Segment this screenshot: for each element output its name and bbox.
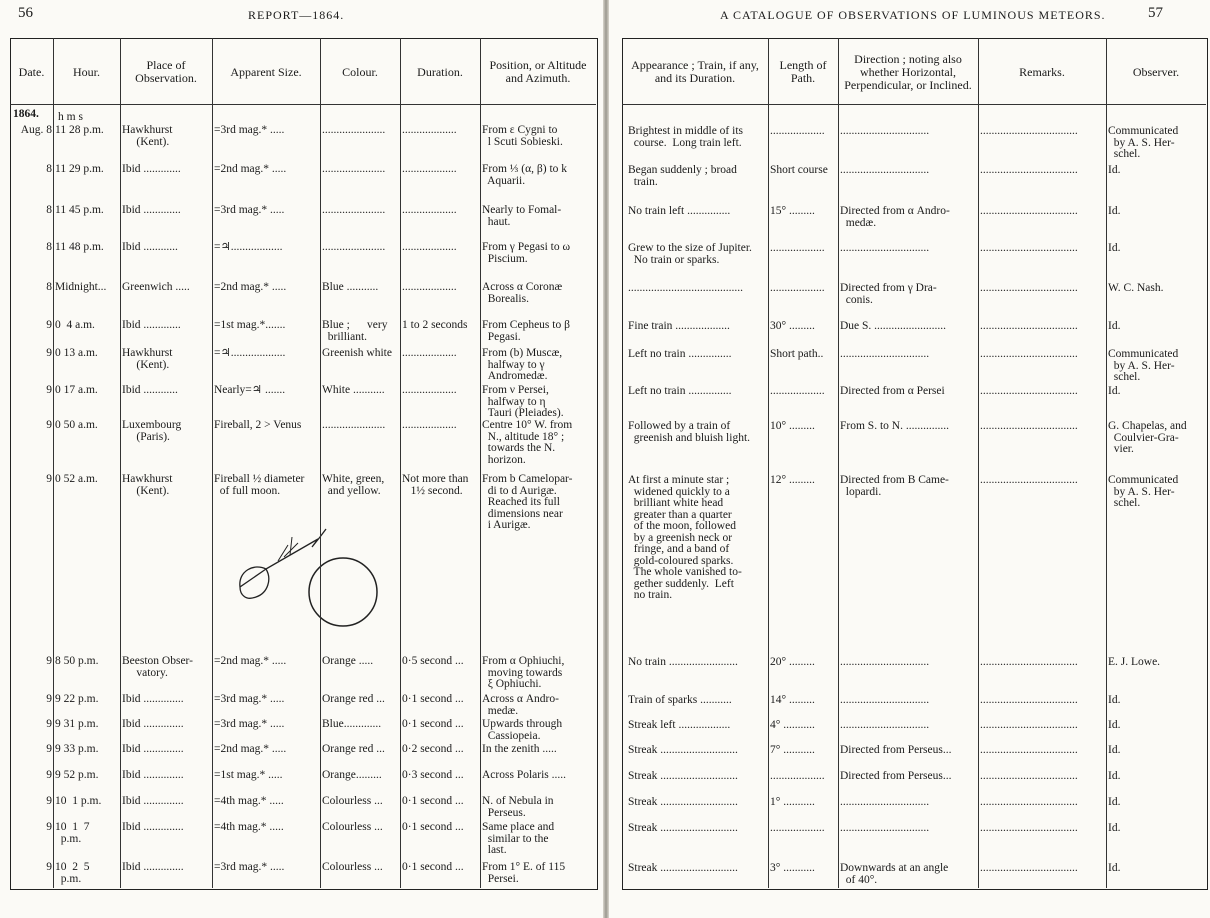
cell-direction: ............................... xyxy=(840,695,930,706)
cell-appearance: Fine train ................... xyxy=(628,321,730,332)
cell-place: Ibid ............ xyxy=(122,242,178,253)
cell-hour: 0 50 a.m. xyxy=(55,420,98,431)
cell-place: Ibid .............. xyxy=(122,862,184,873)
cell-direction: ............................... xyxy=(840,349,930,360)
cell-colour: ...................... xyxy=(322,205,386,216)
cell-appearance: Train of sparks ........... xyxy=(628,695,732,706)
cell-duration: ................... xyxy=(402,420,457,431)
column-rule xyxy=(978,38,979,888)
cell-hour: 0 17 a.m. xyxy=(55,385,98,396)
header-rule xyxy=(10,104,596,105)
cell-duration: ................... xyxy=(402,282,457,293)
cell-place: Ibid ............ xyxy=(122,385,178,396)
cell-date: 9 xyxy=(46,348,52,359)
cell-observer: E. J. Lowe. xyxy=(1108,657,1161,668)
cell-direction: From S. to N. ............... xyxy=(840,421,949,432)
cell-appearance: Began suddenly ; broad train. xyxy=(628,165,737,188)
cell-place: Ibid .............. xyxy=(122,822,184,833)
cell-length: 30° ......... xyxy=(770,321,815,332)
cell-size: Nearly=♃ ....... xyxy=(214,385,286,396)
cell-appearance: At first a minute star ; widened quickly to a brilliant white head greater than a quarter of the moon, followed by a greenish neck or fringe, and a band of gold-coloured sparks. The whole vanished to- gether suddenly. Left no train. xyxy=(628,475,742,601)
column-rule xyxy=(212,38,213,888)
header-length: Length of Path. xyxy=(779,58,827,85)
cell-direction: ............................... xyxy=(840,823,930,834)
cell-length: 14° ......... xyxy=(770,695,815,706)
cell-place: Ibid .............. xyxy=(122,770,184,781)
cell-duration: ................... xyxy=(402,125,457,136)
cell-appearance: Streak left .................. xyxy=(628,720,731,731)
cell-length: 12° ......... xyxy=(770,475,815,486)
header-appearance: Appearance ; Train, if any, and its Duration. xyxy=(631,58,759,85)
cell-observer: Id. xyxy=(1108,863,1121,874)
cell-appearance: ........................................ xyxy=(628,283,743,294)
cell-appearance: Streak ........................... xyxy=(628,745,738,756)
cell-colour: Greenish white xyxy=(322,348,392,359)
cell-place: Hawkhurst (Kent). xyxy=(122,348,173,371)
cell-remarks: .................................. xyxy=(980,126,1078,137)
cell-colour: ...................... xyxy=(322,125,386,136)
page-number: 56 xyxy=(18,5,33,21)
cell-observer: Id. xyxy=(1108,165,1121,176)
cell-date: 9 xyxy=(46,656,52,667)
cell-direction: Directed from α Andro- medæ. xyxy=(840,206,950,229)
header-place: Place of Observation. xyxy=(135,58,197,85)
cell-colour: White ........... xyxy=(322,385,385,396)
cell-date: 8 xyxy=(46,164,52,175)
cell-length: Short course xyxy=(770,165,828,176)
cell-date: 9 xyxy=(46,744,52,755)
cell-length: 20° ......... xyxy=(770,657,815,668)
cell-observer: Communicated by A. S. Her- schel. xyxy=(1108,126,1179,160)
cell-colour: Orange red ... xyxy=(322,694,385,705)
cell-direction: ............................... xyxy=(840,165,930,176)
cell-duration: ................... xyxy=(402,242,457,253)
cell-colour: Orange ..... xyxy=(322,656,374,667)
cell-appearance: Left no train ............... xyxy=(628,349,732,360)
cell-position: From 1° E. of 115 Persei. xyxy=(482,862,566,885)
year-label: 1864. xyxy=(13,109,39,120)
cell-appearance: No train left ............... xyxy=(628,206,731,217)
cell-observer: Id. xyxy=(1108,823,1121,834)
cell-hour: 9 52 p.m. xyxy=(55,770,99,781)
cell-size: Fireball ½ diameter of full moon. xyxy=(214,474,305,497)
cell-duration: 0·1 second ... xyxy=(402,796,464,807)
cell-date: Aug. 8 xyxy=(20,125,52,136)
cell-duration: Not more than 1½ second. xyxy=(402,474,469,497)
cell-position: In the zenith ..... xyxy=(482,744,557,755)
cell-size: =3rd mag.* ..... xyxy=(214,125,285,136)
cell-hour: 9 31 p.m. xyxy=(55,719,99,730)
cell-size: =2nd mag.* ..... xyxy=(214,744,287,755)
cell-position: Nearly to Fomal- haut. xyxy=(482,205,562,228)
cell-duration: ................... xyxy=(402,205,457,216)
cell-position: Across α Andro- medæ. xyxy=(482,694,559,717)
cell-position: Centre 10° W. from N., altitude 18° ; towards the N. horizon. xyxy=(482,420,573,466)
cell-place: Luxembourg (Paris). xyxy=(122,420,182,443)
running-head: A CATALOGUE OF OBSERVATIONS OF LUMINOUS METEORS. xyxy=(720,8,1106,22)
column-rule xyxy=(838,38,839,888)
cell-hour: 9 33 p.m. xyxy=(55,744,99,755)
cell-remarks: .................................. xyxy=(980,695,1078,706)
cell-size: =3rd mag.* ..... xyxy=(214,719,285,730)
cell-observer: Id. xyxy=(1108,771,1121,782)
cell-size: =3rd mag.* ..... xyxy=(214,205,285,216)
cell-date: 9 xyxy=(46,822,52,833)
cell-remarks: .................................. xyxy=(980,321,1078,332)
column-rule xyxy=(1106,38,1107,888)
units-label: h m s xyxy=(58,112,83,123)
cell-size: =4th mag.* ..... xyxy=(214,796,284,807)
cell-date: 9 xyxy=(46,320,52,331)
cell-position: From α Ophiuchi, moving towards ξ Ophiuchi. xyxy=(482,656,565,690)
cell-length: 15° ......... xyxy=(770,206,815,217)
header-rule xyxy=(622,104,1206,105)
cell-hour: 8 50 p.m. xyxy=(55,656,99,667)
cell-position: From (b) Muscæ, halfway to γ Andromedæ. xyxy=(482,348,563,382)
cell-remarks: .................................. xyxy=(980,165,1078,176)
cell-place: Ibid ............. xyxy=(122,205,181,216)
cell-place: Ibid .............. xyxy=(122,744,184,755)
header-position: Position, or Altitude and Azimuth. xyxy=(489,58,587,85)
cell-colour: ...................... xyxy=(322,164,386,175)
cell-size: Fireball, 2 > Venus xyxy=(214,420,302,431)
column-rule xyxy=(400,38,401,888)
cell-hour: 0 52 a.m. xyxy=(55,474,98,485)
cell-date: 9 xyxy=(46,694,52,705)
cell-observer: Id. xyxy=(1108,797,1121,808)
cell-colour: Orange......... xyxy=(322,770,382,781)
cell-size: =2nd mag.* ..... xyxy=(214,282,287,293)
cell-size: =2nd mag.* ..... xyxy=(214,656,287,667)
cell-duration: 0·1 second ... xyxy=(402,694,464,705)
cell-date: 8 xyxy=(46,282,52,293)
cell-appearance: Streak ........................... xyxy=(628,863,738,874)
cell-size: =1st mag.*....... xyxy=(214,320,286,331)
column-rule xyxy=(53,38,54,888)
cell-date: 9 xyxy=(46,474,52,485)
cell-position: Across α Coronæ Borealis. xyxy=(482,282,563,305)
header-remarks: Remarks. xyxy=(1019,64,1065,79)
cell-observer: Id. xyxy=(1108,745,1121,756)
cell-colour: Orange red ... xyxy=(322,744,385,755)
cell-appearance: Grew to the size of Jupiter. No train or sparks. xyxy=(628,243,752,266)
cell-observer: G. Chapelas, and Coulvier-Gra- vier. xyxy=(1108,421,1187,455)
cell-length: 4° ........... xyxy=(770,720,815,731)
cell-size: =1st mag.* ..... xyxy=(214,770,283,781)
cell-place: Hawkhurst (Kent). xyxy=(122,125,173,148)
cell-direction: Downwards at an angle of 40°. xyxy=(840,863,949,886)
cell-observer: Communicated by A. S. Her- schel. xyxy=(1108,349,1179,383)
cell-duration: 0·3 second ... xyxy=(402,770,464,781)
cell-remarks: .................................. xyxy=(980,771,1078,782)
header-date: Date. xyxy=(18,64,45,79)
cell-duration: ................... xyxy=(402,164,457,175)
cell-observer: Id. xyxy=(1108,206,1121,217)
column-rule xyxy=(768,38,769,888)
cell-direction: Directed from α Persei xyxy=(840,386,945,397)
cell-remarks: .................................. xyxy=(980,421,1078,432)
cell-appearance: Streak ........................... xyxy=(628,771,738,782)
cell-length: ................... xyxy=(770,243,825,254)
cell-direction: ............................... xyxy=(840,126,930,137)
cell-hour: 11 48 p.m. xyxy=(55,242,104,253)
cell-place: Greenwich ..... xyxy=(122,282,190,293)
cell-date: 9 xyxy=(46,420,52,431)
cell-position: From ε Cygni to l Scuti Sobieski. xyxy=(482,125,563,148)
cell-date: 8 xyxy=(46,205,52,216)
cell-length: ................... xyxy=(770,386,825,397)
cell-size: =2nd mag.* ..... xyxy=(214,164,287,175)
cell-appearance: Streak ........................... xyxy=(628,823,738,834)
cell-date: 8 xyxy=(46,242,52,253)
header-colour: Colour. xyxy=(342,64,378,79)
cell-position: N. of Nebula in Perseus. xyxy=(482,796,554,819)
cell-colour: Colourless ... xyxy=(322,796,383,807)
cell-remarks: .................................. xyxy=(980,720,1078,731)
cell-duration: ................... xyxy=(402,348,457,359)
cell-position: From b Camelopar- di to d Aurigæ. Reached its full dimensions near i Aurigæ. xyxy=(482,474,573,531)
cell-direction: Due S. ......................... xyxy=(840,321,947,332)
cell-observer: Id. xyxy=(1108,695,1121,706)
cell-place: Ibid ............. xyxy=(122,320,181,331)
cell-length: ................... xyxy=(770,283,825,294)
cell-direction: ............................... xyxy=(840,243,930,254)
cell-hour: Midnight... xyxy=(55,282,107,293)
cell-remarks: .................................. xyxy=(980,475,1078,486)
cell-observer: Id. xyxy=(1108,720,1121,731)
cell-date: 9 xyxy=(46,770,52,781)
cell-size: =3rd mag.* ..... xyxy=(214,862,285,873)
cell-observer: W. C. Nash. xyxy=(1108,283,1164,294)
cell-place: Ibid .............. xyxy=(122,694,184,705)
cell-hour: 10 1 p.m. xyxy=(55,796,102,807)
cell-length: 7° ........... xyxy=(770,745,815,756)
cell-duration: 0·1 second ... xyxy=(402,719,464,730)
cell-position: From ⅓ (α, β) to k Aquarii. xyxy=(482,164,568,187)
cell-appearance: No train ........................ xyxy=(628,657,738,668)
cell-observer: Id. xyxy=(1108,243,1121,254)
cell-position: From Cepheus to β Pegasi. xyxy=(482,320,570,343)
cell-colour: Blue ; very brilliant. xyxy=(322,320,388,343)
column-rule xyxy=(120,38,121,888)
header-direction: Direction ; noting also whether Horizontal, Perpendicular, or Inclined. xyxy=(844,51,972,92)
cell-hour: 11 29 p.m. xyxy=(55,164,104,175)
cell-length: Short path.. xyxy=(770,349,824,360)
cell-appearance: Followed by a train of greenish and bluish light. xyxy=(628,421,751,444)
cell-direction: Directed from Perseus... xyxy=(840,745,952,756)
cell-length: ................... xyxy=(770,126,825,137)
cell-direction: Directed from B Came- lopardi. xyxy=(840,475,949,498)
cell-date: 9 xyxy=(46,862,52,873)
cell-position: Across Polaris ..... xyxy=(482,770,567,781)
cell-remarks: .................................. xyxy=(980,349,1078,360)
cell-length: ................... xyxy=(770,823,825,834)
running-head: REPORT—1864. xyxy=(248,8,345,22)
cell-appearance: Streak ........................... xyxy=(628,797,738,808)
cell-direction: Directed from Perseus... xyxy=(840,771,952,782)
cell-date: 9 xyxy=(46,719,52,730)
cell-observer: Id. xyxy=(1108,321,1121,332)
cell-size: =♃.................. xyxy=(214,242,283,253)
cell-place: Ibid .............. xyxy=(122,719,184,730)
cell-length: ................... xyxy=(770,771,825,782)
left-page xyxy=(0,0,604,918)
cell-remarks: .................................. xyxy=(980,206,1078,217)
column-rule xyxy=(320,38,321,888)
right-page xyxy=(608,0,1210,918)
cell-remarks: .................................. xyxy=(980,283,1078,294)
cell-direction: ............................... xyxy=(840,720,930,731)
cell-remarks: .................................. xyxy=(980,657,1078,668)
cell-appearance: Left no train ............... xyxy=(628,386,732,397)
cell-hour: 0 13 a.m. xyxy=(55,348,98,359)
cell-appearance: Brightest in middle of its course. Long train left. xyxy=(628,126,743,149)
cell-observer: Id. xyxy=(1108,386,1121,397)
page-number: 57 xyxy=(1148,5,1163,21)
cell-length: 10° ......... xyxy=(770,421,815,432)
cell-colour: ...................... xyxy=(322,242,386,253)
cell-colour: Blue ........... xyxy=(322,282,379,293)
cell-direction: ............................... xyxy=(840,657,930,668)
cell-size: =3rd mag.* ..... xyxy=(214,694,285,705)
cell-hour: 10 2 5 p.m. xyxy=(55,862,90,885)
cell-duration: 0·1 second ... xyxy=(402,862,464,873)
cell-position: Same place and similar to the last. xyxy=(482,822,555,856)
cell-hour: 11 45 p.m. xyxy=(55,205,104,216)
cell-duration: 0·1 second ... xyxy=(402,822,464,833)
cell-position: From γ Pegasi to ω Piscium. xyxy=(482,242,571,265)
cell-hour: 11 28 p.m. xyxy=(55,125,104,136)
cell-colour: ...................... xyxy=(322,420,386,431)
cell-direction: ............................... xyxy=(840,797,930,808)
cell-size: =♃................... xyxy=(214,348,286,359)
cell-colour: Colourless ... xyxy=(322,862,383,873)
header-size: Apparent Size. xyxy=(230,64,302,79)
cell-length: 3° ........... xyxy=(770,863,815,874)
cell-duration: ................... xyxy=(402,385,457,396)
cell-direction: Directed from γ Dra- conis. xyxy=(840,283,937,306)
header-observer: Observer. xyxy=(1132,64,1180,79)
cell-hour: 0 4 a.m. xyxy=(55,320,95,331)
cell-place: Ibid ............. xyxy=(122,164,181,175)
cell-remarks: .................................. xyxy=(980,243,1078,254)
cell-place: Hawkhurst (Kent). xyxy=(122,474,173,497)
cell-remarks: .................................. xyxy=(980,823,1078,834)
cell-remarks: .................................. xyxy=(980,386,1078,397)
cell-duration: 1 to 2 seconds xyxy=(402,320,468,331)
cell-position: From ν Persei, halfway to η Tauri (Pleiades). xyxy=(482,385,564,419)
cell-position: Upwards through Cassiopeia. xyxy=(482,719,563,742)
cell-duration: 0·2 second ... xyxy=(402,744,464,755)
cell-length: 1° ........... xyxy=(770,797,815,808)
cell-colour: White, green, and yellow. xyxy=(322,474,385,497)
cell-remarks: .................................. xyxy=(980,797,1078,808)
cell-duration: 0·5 second ... xyxy=(402,656,464,667)
cell-date: 9 xyxy=(46,796,52,807)
cell-size: =4th mag.* ..... xyxy=(214,822,284,833)
cell-hour: 9 22 p.m. xyxy=(55,694,99,705)
cell-place: Ibid .............. xyxy=(122,796,184,807)
cell-colour: Colourless ... xyxy=(322,822,383,833)
cell-remarks: .................................. xyxy=(980,863,1078,874)
header-hour: Hour. xyxy=(73,64,100,79)
cell-hour: 10 1 7 p.m. xyxy=(55,822,90,845)
cell-place: Beeston Obser- vatory. xyxy=(122,656,193,679)
cell-date: 9 xyxy=(46,385,52,396)
full-moon-circle xyxy=(300,552,386,630)
header-duration: Duration. xyxy=(417,64,463,79)
cell-colour: Blue............. xyxy=(322,719,382,730)
column-rule xyxy=(480,38,481,888)
cell-observer: Communicated by A. S. Her- schel. xyxy=(1108,475,1179,509)
cell-remarks: .................................. xyxy=(980,745,1078,756)
